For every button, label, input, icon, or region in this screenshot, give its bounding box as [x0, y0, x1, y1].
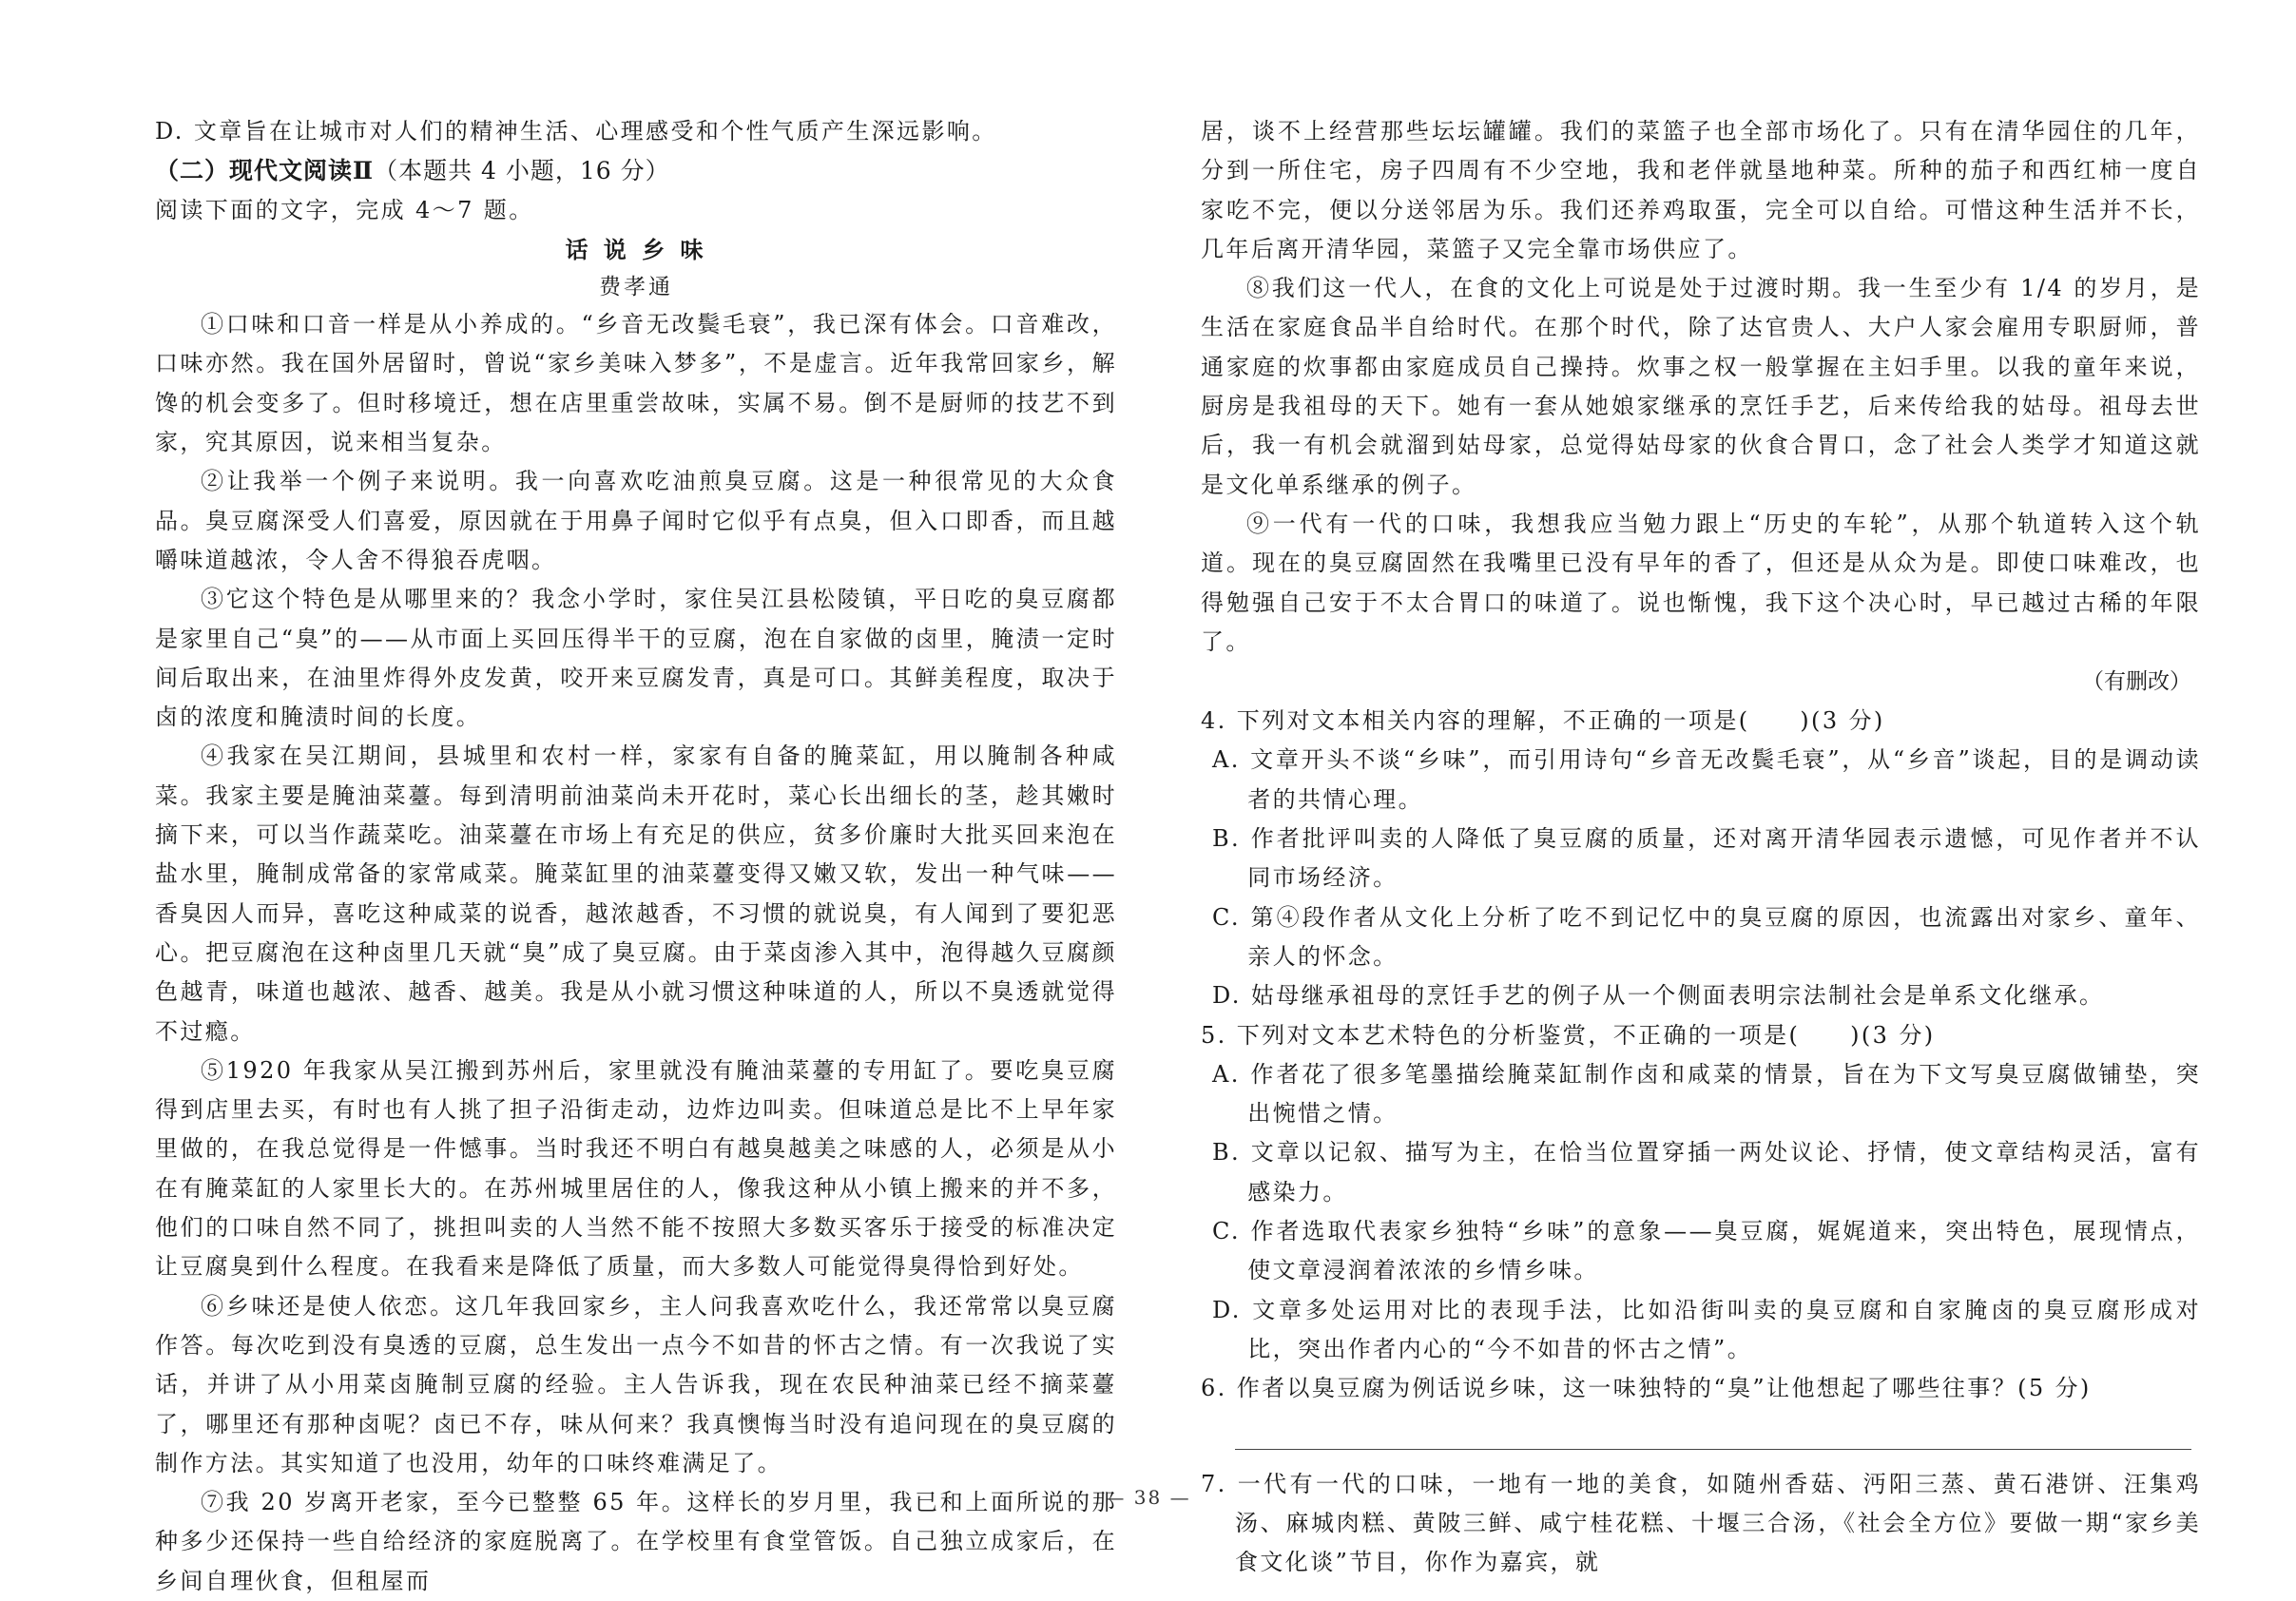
question-5-stem: 5. 下列对文本艺术特色的分析鉴赏，不正确的一项是( )(3 分): [1201, 1021, 1936, 1049]
section-points: （本题共 4 小题，16 分）: [374, 157, 670, 185]
question-5-option-a[interactable]: A. 作者花了很多笔墨描绘腌菜缸制作卤和咸菜的情景，旨在为下文写臭豆腐做铺垫，突出惋惜之情。: [1212, 1060, 2201, 1128]
article-paragraph: ⑨一代有一代的口味，我想我应当勉力跟上“历史的车轮”，从那个轨道转入这个轨道。现在的臭豆腐固然在我嘴里已没有早年的香了，但还是从众为是。即使口味难改，也得勉强自己安于不太合胃口的味道了。说也惭愧，我下这个决心时，早已越过古稀的年限了。: [1201, 510, 2201, 655]
article-paragraph: ③它这个特色是从哪里来的？我念小学时，家住吴江县松陵镇，平日吃的臭豆腐都是家里自己“臭”的——从市面上买回压得半干的豆腐，泡在自家做的卤里，腌渍一定时间后取出来，在油里炸得外皮发黄，咬开来豆腐发青，真是可口。其鲜美程度，取决于卤的浓度和腌渍时间的长度。: [155, 586, 1117, 731]
option-d-previous: D. 文章旨在让城市对人们的精神生活、心理感受和个性气质产生深远影响。: [155, 118, 997, 145]
article-paragraph: ④我家在吴江期间，县城里和农村一样，家家有自备的腌菜缸，用以腌制各种咸菜。我家主要是腌油菜薹。每到清明前油菜尚未开花时，菜心长出细长的茎，趁其嫩时摘下来，可以当作蔬菜吃。油菜薹在市场上有充足的供应，贫多价廉时大批买回来泡在盐水里，腌制成常备的家常咸菜。腌菜缸里的油菜薹变得又嫩又软，发出一种气味——香臭因人而异，喜吃这种咸菜的说香，越浓越香，不习惯的就说臭，有人闻到了要犯恶心。把豆腐泡在这种卤里几天就“臭”成了臭豆腐。由于菜卤渗入其中，泡得越久豆腐颜色越青，味道也越浓、越香、越美。我是从小就习惯这种味道的人，所以不臭透就觉得不过瘾。: [155, 743, 1117, 1045]
article-paragraph: ⑥乡味还是使人依恋。这几年我回家乡，主人问我喜欢吃什么，我还常常以臭豆腐作答。每次吃到没有臭透的豆腐，总生发出一点今不如昔的怀古之情。有一次我说了实话，并讲了从小用菜卤腌制豆腐的经验。主人告诉我，现在农民种油菜已经不摘菜薹了，哪里还有那种卤呢？卤已不存，味从何来？我真懊悔当时没有追问现在的臭豆腐的制作方法。其实知道了也没用，幼年的口味终难满足了。: [155, 1292, 1117, 1476]
section-heading-text: （二）现代文阅读Ⅱ: [155, 157, 375, 185]
article-author: 费孝通: [599, 275, 673, 300]
question-4-option-c[interactable]: C. 第④段作者从文化上分析了吃不到记忆中的臭豆腐的原因，也流露出对家乡、童年、亲人的怀念。: [1212, 903, 2201, 970]
article-paragraph: ②让我举一个例子来说明。我一向喜欢吃油煎臭豆腐。这是一种很常见的大众食品。臭豆腐深受人们喜爱，原因就在于用鼻子闻时它似乎有点臭，但入口即香，而且越嚼味道越浓，令人舍不得狼吞虎咽。: [155, 468, 1117, 573]
question-6-stem: 6. 作者以臭豆腐为例话说乡味，这一味独特的“臭”让他想起了哪些往事？(5 分): [1201, 1375, 2092, 1402]
section-heading: [155, 151, 1117, 190]
article-paragraph: ⑧我们这一代人，在食的文化上可说是处于过渡时期。我一生至少有 1/4 的岁月，是生活在家庭食品半自给时代。在那个时代，除了达官贵人、大户人家会雇用专职厨师，普通家庭的炊事都由家庭成员自己操持。炊事之权一般掌握在主妇手里。以我的童年来说，厨房是我祖母的天下。她有一套从她娘家继承的烹饪手艺，后来传给我的姑母。祖母去世后，我一有机会就溜到姑母家，总觉得姑母家的伙食合胃口，念了社会人类学才知道这就是文化单系继承的例子。: [1201, 275, 2201, 498]
article-title: 话 说 乡 味: [565, 235, 707, 263]
question-7-stem: 7. 一代有一代的口味，一地有一地的美食，如随州香菇、沔阳三蒸、黄石港饼、汪集鸡汤、麻城肉糕、黄陂三鲜、咸宁桂花糕、十堰三合汤，《社会全方位》要做一期“家乡美食文化谈”节目，你作为嘉宾，就: [1201, 1470, 2201, 1576]
article-paragraph: ⑦我 20 岁离开老家，至今已整整 65 年。这样长的岁月里，我已和上面所说的那种多少还保持一些自给经济的家庭脱离了。在学校里有食堂管饭。自己独立成家后，在乡间自理伙食，但租屋而: [155, 1489, 1117, 1594]
article-paragraph: ⑤1920 年我家从吴江搬到苏州后，家里就没有腌油菜薹的专用缸了。要吃臭豆腐得到店里去买，有时也有人挑了担子沿街走动，边炸边叫卖。但味道总是比不上早年家里做的，在我总觉得是一件憾事。当时我还不明白有越臭越美之味感的人，必须是从小在有腌菜缸的人家里长大的。在苏州城里居住的人，像我这种从小镇上搬来的并不多，他们的口味自然不同了，挑担叫卖的人当然不能不按照大多数买客乐于接受的标准决定让豆腐臭到什么程度。在我看来是降低了质量，而大多数人可能觉得臭得恰到好处。: [155, 1056, 1117, 1281]
question-4-option-d[interactable]: D. 姑母继承祖母的烹饪手艺的例子从一个侧面表明宗法制社会是单系文化继承。: [1212, 982, 2105, 1010]
question-5-option-c[interactable]: C. 作者选取代表家乡独特“乡味”的意象——臭豆腐，娓娓道来，突出特色，展现情点，使文章浸润着浓浓的乡情乡味。: [1212, 1218, 2201, 1284]
edit-note: （有删改）: [2082, 669, 2191, 695]
question-5-option-d[interactable]: D. 文章多处运用对比的表现手法，比如沿街叫卖的臭豆腐和自家腌卤的臭豆腐形成对比，突出作者内心的“今不如昔的怀古之情”。: [1212, 1296, 2201, 1362]
right-column: [1201, 112, 2201, 1582]
question-4-stem: 4. 下列对文本相关内容的理解，不正确的一项是( )(3 分): [1201, 707, 1885, 735]
question-4-option-a[interactable]: A. 文章开头不谈“乡味”，而引用诗句“乡音无改鬓毛衰”，从“乡音”谈起，目的是调动读者的共情心理。: [1212, 746, 2201, 813]
article-paragraph: ①口味和口音一样是从小养成的。“乡音无改鬓毛衰”，我已深有体会。口音难改，口味亦然。我在国外居留时，曾说“家乡美味入梦多”，不是虚言。近年我常回家乡，解馋的机会变多了。但时移境迁，想在店里重尝故味，实属不易。倒不是厨师的技艺不到家，究其原因，说来相当复杂。: [155, 311, 1117, 456]
reading-instruction: 阅读下面的文字，完成 4～7 题。: [155, 196, 534, 223]
article-continuation: 居，谈不上经营那些坛坛罐罐。我们的菜篮子也全部市场化了。只有在清华园住的几年，分到一所住宅，房子四周有不少空地，我和老伴就垦地种菜。所种的茄子和西红柿一度自家吃不完，便以分送邻居为乐。我们还养鸡取蛋，完全可以自给。可惜这种生活并不长，几年后离开清华园，菜篮子又完全靠市场供应了。: [1201, 118, 2201, 262]
page-number: — 38 —: [1105, 1486, 1191, 1509]
question-4-option-b[interactable]: B. 作者批评叫卖的人降低了臭豆腐的质量，还对离开清华园表示遗憾，可见作者并不认同市场经济。: [1212, 825, 2201, 892]
answer-line[interactable]: [1235, 1409, 2191, 1450]
question-5-option-b[interactable]: B. 文章以记叙、描写为主，在恰当位置穿插一两处议论、抒情，使文章结构灵活，富有感染力。: [1212, 1139, 2201, 1206]
left-column: [155, 112, 1117, 1601]
